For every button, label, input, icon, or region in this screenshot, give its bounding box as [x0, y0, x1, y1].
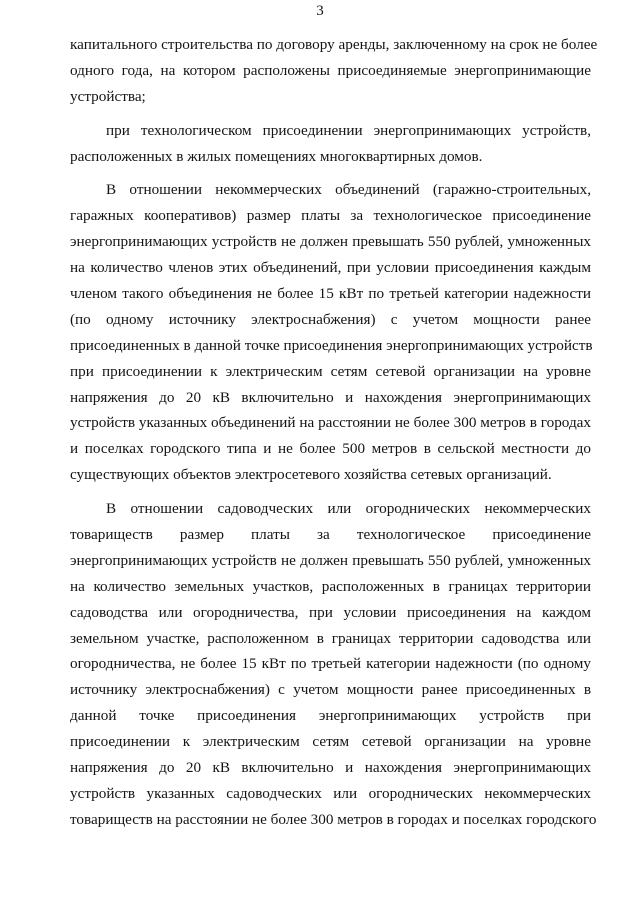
paragraph — [70, 32, 598, 110]
text-line: членом такого объединения не более 15 кВт по третьей категории надежности — [70, 285, 591, 303]
text-line: В отношении некоммерческих объединений (гаражно-строительных, — [106, 181, 591, 199]
text-line: напряжения до 20 кВ включительно и нахождения энергопринимающих — [70, 759, 591, 777]
text-line: огородничества, не более 15 кВт по третьей категории надежности (по одному — [70, 655, 591, 673]
text-line: устройств указанных объединений на расстоянии не более 300 метров в городах — [70, 414, 591, 432]
paragraph — [70, 496, 597, 833]
text-line: одного года, на котором расположены присоединяемые энергопринимающие — [70, 61, 591, 79]
text-line: устройства; — [70, 87, 146, 105]
text-line: садоводства или огородничества, при условии присоединения на каждом — [70, 603, 591, 621]
text-line: напряжения до 20 кВ включительно и нахождения энергопринимающих — [70, 388, 591, 406]
paragraph — [70, 177, 591, 488]
text-line: устройств указанных садоводческих или огороднических некоммерческих — [70, 784, 591, 802]
text-line: (по одному источнику электроснабжения) с учетом мощности ранее — [70, 310, 591, 328]
page-number: 3 — [316, 3, 324, 19]
text-line: на количество земельных участков, расположенных в границах территории — [70, 577, 591, 595]
text-line: земельном участке, расположенном в границах территории садоводства или — [70, 629, 591, 647]
text-line: при технологическом присоединении энергопринимающих устройств, — [106, 121, 591, 139]
text-line: энергопринимающих устройств не должен превышать 550 рублей, умноженных — [70, 233, 591, 251]
text-line: на количество членов этих объединений, при условии присоединения каждым — [70, 259, 591, 277]
text-line: товариществ на расстоянии не более 300 метров в городах и поселках городского — [70, 810, 597, 828]
paragraph — [70, 118, 591, 170]
text-line: капитального строительства по договору аренды, заключенному на срок не более — [70, 36, 598, 53]
text-line: расположенных в жилых помещениях многоквартирных домов. — [70, 147, 483, 165]
text-line: присоединенных в данной точке присоединения энергопринимающих устройств — [70, 336, 593, 354]
text-line: и поселках городского типа и не более 500 метров в сельской местности до — [70, 440, 591, 458]
text-line: при присоединении к электрическим сетям сетевой организации на уровне — [70, 362, 591, 380]
text-line: товариществ размер платы за технологическое присоединение — [70, 526, 591, 544]
document-body — [70, 32, 598, 833]
text-line: данной точке присоединения энергопринимающих устройств при — [70, 707, 591, 725]
text-line: источнику электроснабжения) с учетом мощности ранее присоединенных в — [70, 681, 591, 699]
text-line: существующих объектов электросетевого хозяйства сетевых организаций. — [70, 466, 552, 484]
text-line: присоединении к электрическим сетям сетевой организации на уровне — [70, 733, 591, 751]
text-line: гаражных кооперативов) размер платы за технологическое присоединение — [70, 207, 591, 225]
text-line: В отношении садоводческих или огороднических некоммерческих — [106, 500, 591, 518]
text-line: энергопринимающих устройств не должен превышать 550 рублей, умноженных — [70, 551, 591, 569]
